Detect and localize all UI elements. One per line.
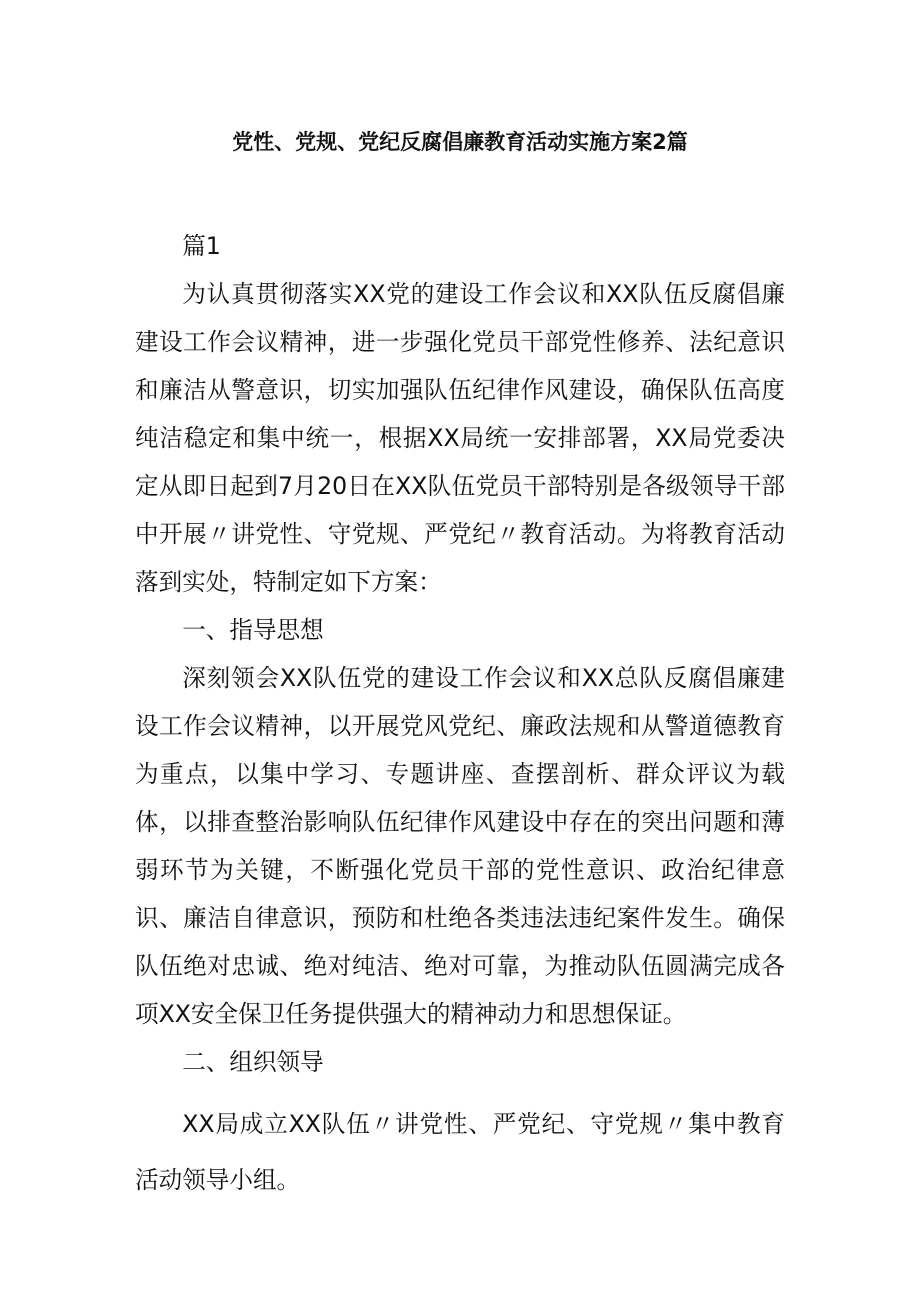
intro-paragraph: 为认真贯彻落实XX党的建设工作会议和XX队伍反腐倡廉建设工作会议精神，进一步强化党员干部党性修养、法纪意识和廉洁从警意识，切实加强队伍纪律作风建设，确保队伍高度纯洁稳定和集中统一，根据XX局统一安排部署，XX局党委决定从即日起到7月20日在XX队伍党员干部特别是各级领导干部中开展〃讲党性、守党规、严党纪〃教育活动。为将教育活动落到实处，特制定如下方案： [135, 280, 785, 596]
section-heading-guiding-ideology: 一、指导思想 [182, 616, 324, 644]
document-body [135, 222, 785, 1208]
document-title: 党性、党规、党纪反腐倡廉教育活动实施方案2篇 [232, 130, 688, 154]
guiding-ideology-paragraph: 深刻领会XX队伍党的建设工作会议和XX总队反腐倡廉建设工作会议精神，以开展党风党纪、廉政法规和从警道德教育为重点，以集中学习、专题讲座、查摆剖析、群众评议为载体，以排查整治影响队伍纪律作风建设中存在的突出问题和薄弱环节为关键，不断强化党员干部的党性意识、政治纪律意识、廉洁自律意识，预防和杜绝各类违法违纪案件发生。确保队伍绝对忠诚、绝对纯洁、绝对可靠，为推动队伍圆满完成各项XX安全保卫任务提供强大的精神动力和思想保证。 [135, 664, 785, 1028]
part-label: 篇1 [182, 232, 221, 260]
organization-leadership-paragraph: XX局成立XX队伍〃讲党性、严党纪、守党规〃集中教育活动领导小组。 [135, 1110, 785, 1194]
section-heading-organization-leadership: 二、组织领导 [182, 1048, 324, 1076]
